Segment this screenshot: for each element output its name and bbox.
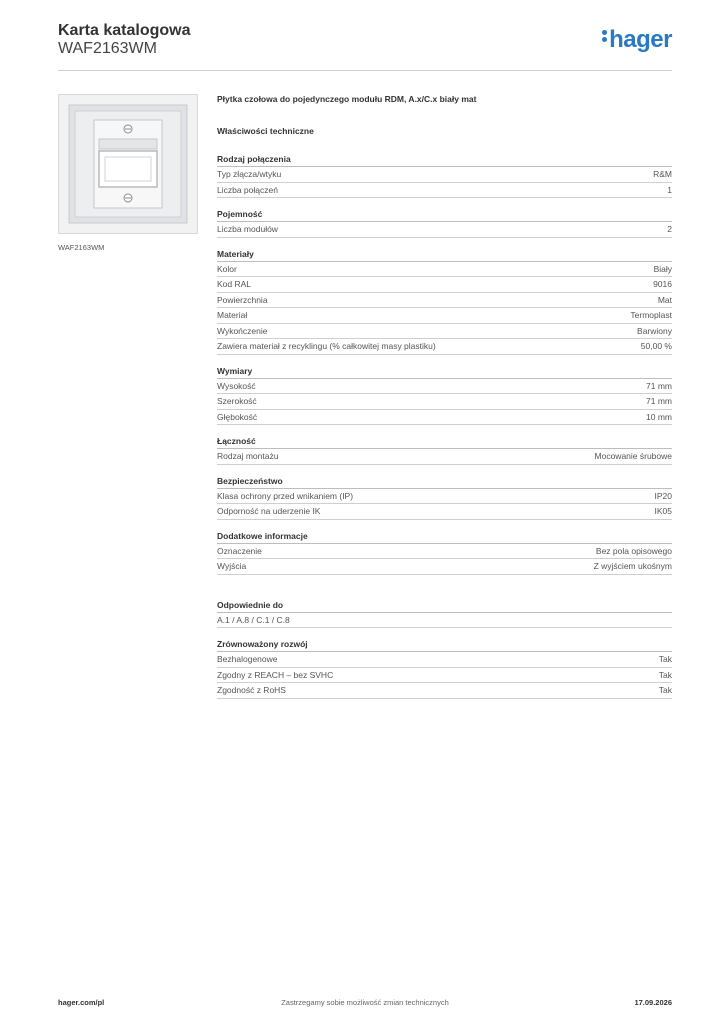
- spec-label: Liczba modułów: [217, 224, 278, 234]
- spec-value: IK05: [654, 506, 672, 516]
- spec-row: [217, 379, 672, 395]
- spec-label: Odporność na uderzenie IK: [217, 506, 321, 516]
- document-title: Karta katalogowa: [58, 22, 191, 39]
- page-footer: [58, 998, 672, 1010]
- spec-label: Rodzaj montażu: [217, 451, 279, 461]
- spec-label: Zawiera materiał z recyklingu (% całkowitej masy plastiku): [217, 341, 436, 351]
- spec-value: Bez pola opisowego: [595, 545, 672, 556]
- logo-colon-icon: [602, 28, 607, 44]
- spec-section: [217, 207, 672, 238]
- spec-row: [217, 668, 672, 684]
- spec-section: [217, 152, 672, 198]
- footer-note: Zastrzegamy sobie możliwość zmian technicznych: [281, 998, 449, 1007]
- spec-row: [217, 559, 672, 575]
- spec-label: Wyjścia: [217, 561, 247, 571]
- spec-value: 50,00 %: [640, 341, 672, 351]
- spec-value: 10 mm: [646, 411, 672, 422]
- section-title: Rodzaj połączenia: [217, 152, 672, 167]
- spec-content: [217, 94, 672, 708]
- logo-text: hager: [609, 26, 672, 53]
- section-title: Pojemność: [217, 207, 672, 222]
- spec-value: Biały: [653, 263, 672, 274]
- suitable-section: [217, 598, 672, 629]
- spec-row: [217, 489, 672, 505]
- spec-value: 9016: [653, 279, 672, 289]
- spec-label: Klasa ochrony przed wnikaniem (IP): [217, 490, 354, 501]
- spec-label: Zgodność z RoHS: [217, 685, 286, 695]
- spec-row: [217, 293, 672, 309]
- spec-row: [217, 262, 672, 278]
- product-code: WAF2163WM: [58, 40, 157, 57]
- section-title: Zrównoważony rozwój: [217, 637, 672, 652]
- spec-value: Z wyjściem ukośnym: [593, 561, 672, 571]
- section-title: Łączność: [217, 434, 672, 449]
- spec-value: Tak: [658, 654, 672, 664]
- section-title: Bezpieczeństwo: [217, 474, 672, 489]
- spec-label: Powierzchnia: [217, 294, 268, 305]
- product-image: [58, 94, 198, 234]
- spec-value: 71 mm: [646, 380, 672, 391]
- spec-section: [217, 247, 672, 355]
- spec-label: Szerokość: [217, 396, 257, 406]
- page-header: [58, 20, 672, 71]
- spec-row: [217, 308, 672, 324]
- spec-label: Materiał: [217, 310, 248, 320]
- spec-row: [217, 394, 672, 410]
- spec-row: [217, 652, 672, 668]
- spec-value: 2: [667, 224, 672, 234]
- spec-label: Wykończenie: [217, 325, 268, 336]
- spec-row: [217, 449, 672, 465]
- spec-value: Termoplast: [630, 310, 672, 320]
- spec-label: Liczba połączeń: [217, 184, 278, 195]
- spec-sections: [217, 152, 672, 575]
- spec-value: 71 mm: [646, 396, 672, 406]
- section-title: Odpowiednie do: [217, 598, 672, 613]
- spec-value: Mat: [657, 294, 672, 305]
- spec-value: Tak: [658, 669, 672, 680]
- spec-section: [217, 529, 672, 575]
- spec-value: IP20: [654, 490, 672, 501]
- section-title: Wymiary: [217, 364, 672, 379]
- spec-label: A.1 / A.8 / C.1 / C.8: [217, 614, 290, 625]
- spec-row: [217, 324, 672, 340]
- spec-value: Mocowanie śrubowe: [594, 451, 672, 461]
- spec-label: Oznaczenie: [217, 545, 262, 556]
- spec-section: [217, 474, 672, 520]
- spec-row: [217, 683, 672, 699]
- spec-row: [217, 504, 672, 520]
- section-title: Materiały: [217, 247, 672, 262]
- footer-date: 17.09.2026: [634, 998, 672, 1007]
- spec-row: [217, 339, 672, 355]
- spec-row: [217, 277, 672, 293]
- footer-website: hager.com/pl: [58, 998, 105, 1007]
- image-caption: WAF2163WM: [58, 243, 105, 252]
- spec-label: Głębokość: [217, 411, 258, 422]
- spec-label: Wysokość: [217, 380, 256, 391]
- spec-section: [217, 434, 672, 465]
- spec-label: Kolor: [217, 263, 237, 274]
- spec-label: Kod RAL: [217, 279, 252, 289]
- spec-value: 1: [667, 184, 672, 195]
- spec-row: [217, 410, 672, 426]
- properties-title: Właściwości techniczne: [217, 126, 314, 136]
- spec-section: [217, 364, 672, 426]
- spec-row: [217, 544, 672, 560]
- spec-row: [217, 222, 672, 238]
- faceplate-illustration: [59, 95, 197, 233]
- spec-row: [217, 613, 672, 629]
- hager-logo: [602, 26, 672, 54]
- spec-label: Typ złącza/wtyku: [217, 169, 282, 179]
- spec-value: Tak: [658, 685, 672, 695]
- spec-row: [217, 183, 672, 199]
- spec-row: [217, 167, 672, 183]
- sustainability-section: [217, 637, 672, 699]
- section-title: Dodatkowe informacje: [217, 529, 672, 544]
- spec-label: Zgodny z REACH – bez SVHC: [217, 669, 334, 680]
- product-description: Płytka czołowa do pojedynczego modułu RDM, A.x/C.x biały mat: [217, 94, 477, 104]
- spec-value: R&M: [653, 169, 672, 179]
- spec-value: Barwiony: [637, 325, 672, 336]
- spec-label: Bezhalogenowe: [217, 654, 278, 664]
